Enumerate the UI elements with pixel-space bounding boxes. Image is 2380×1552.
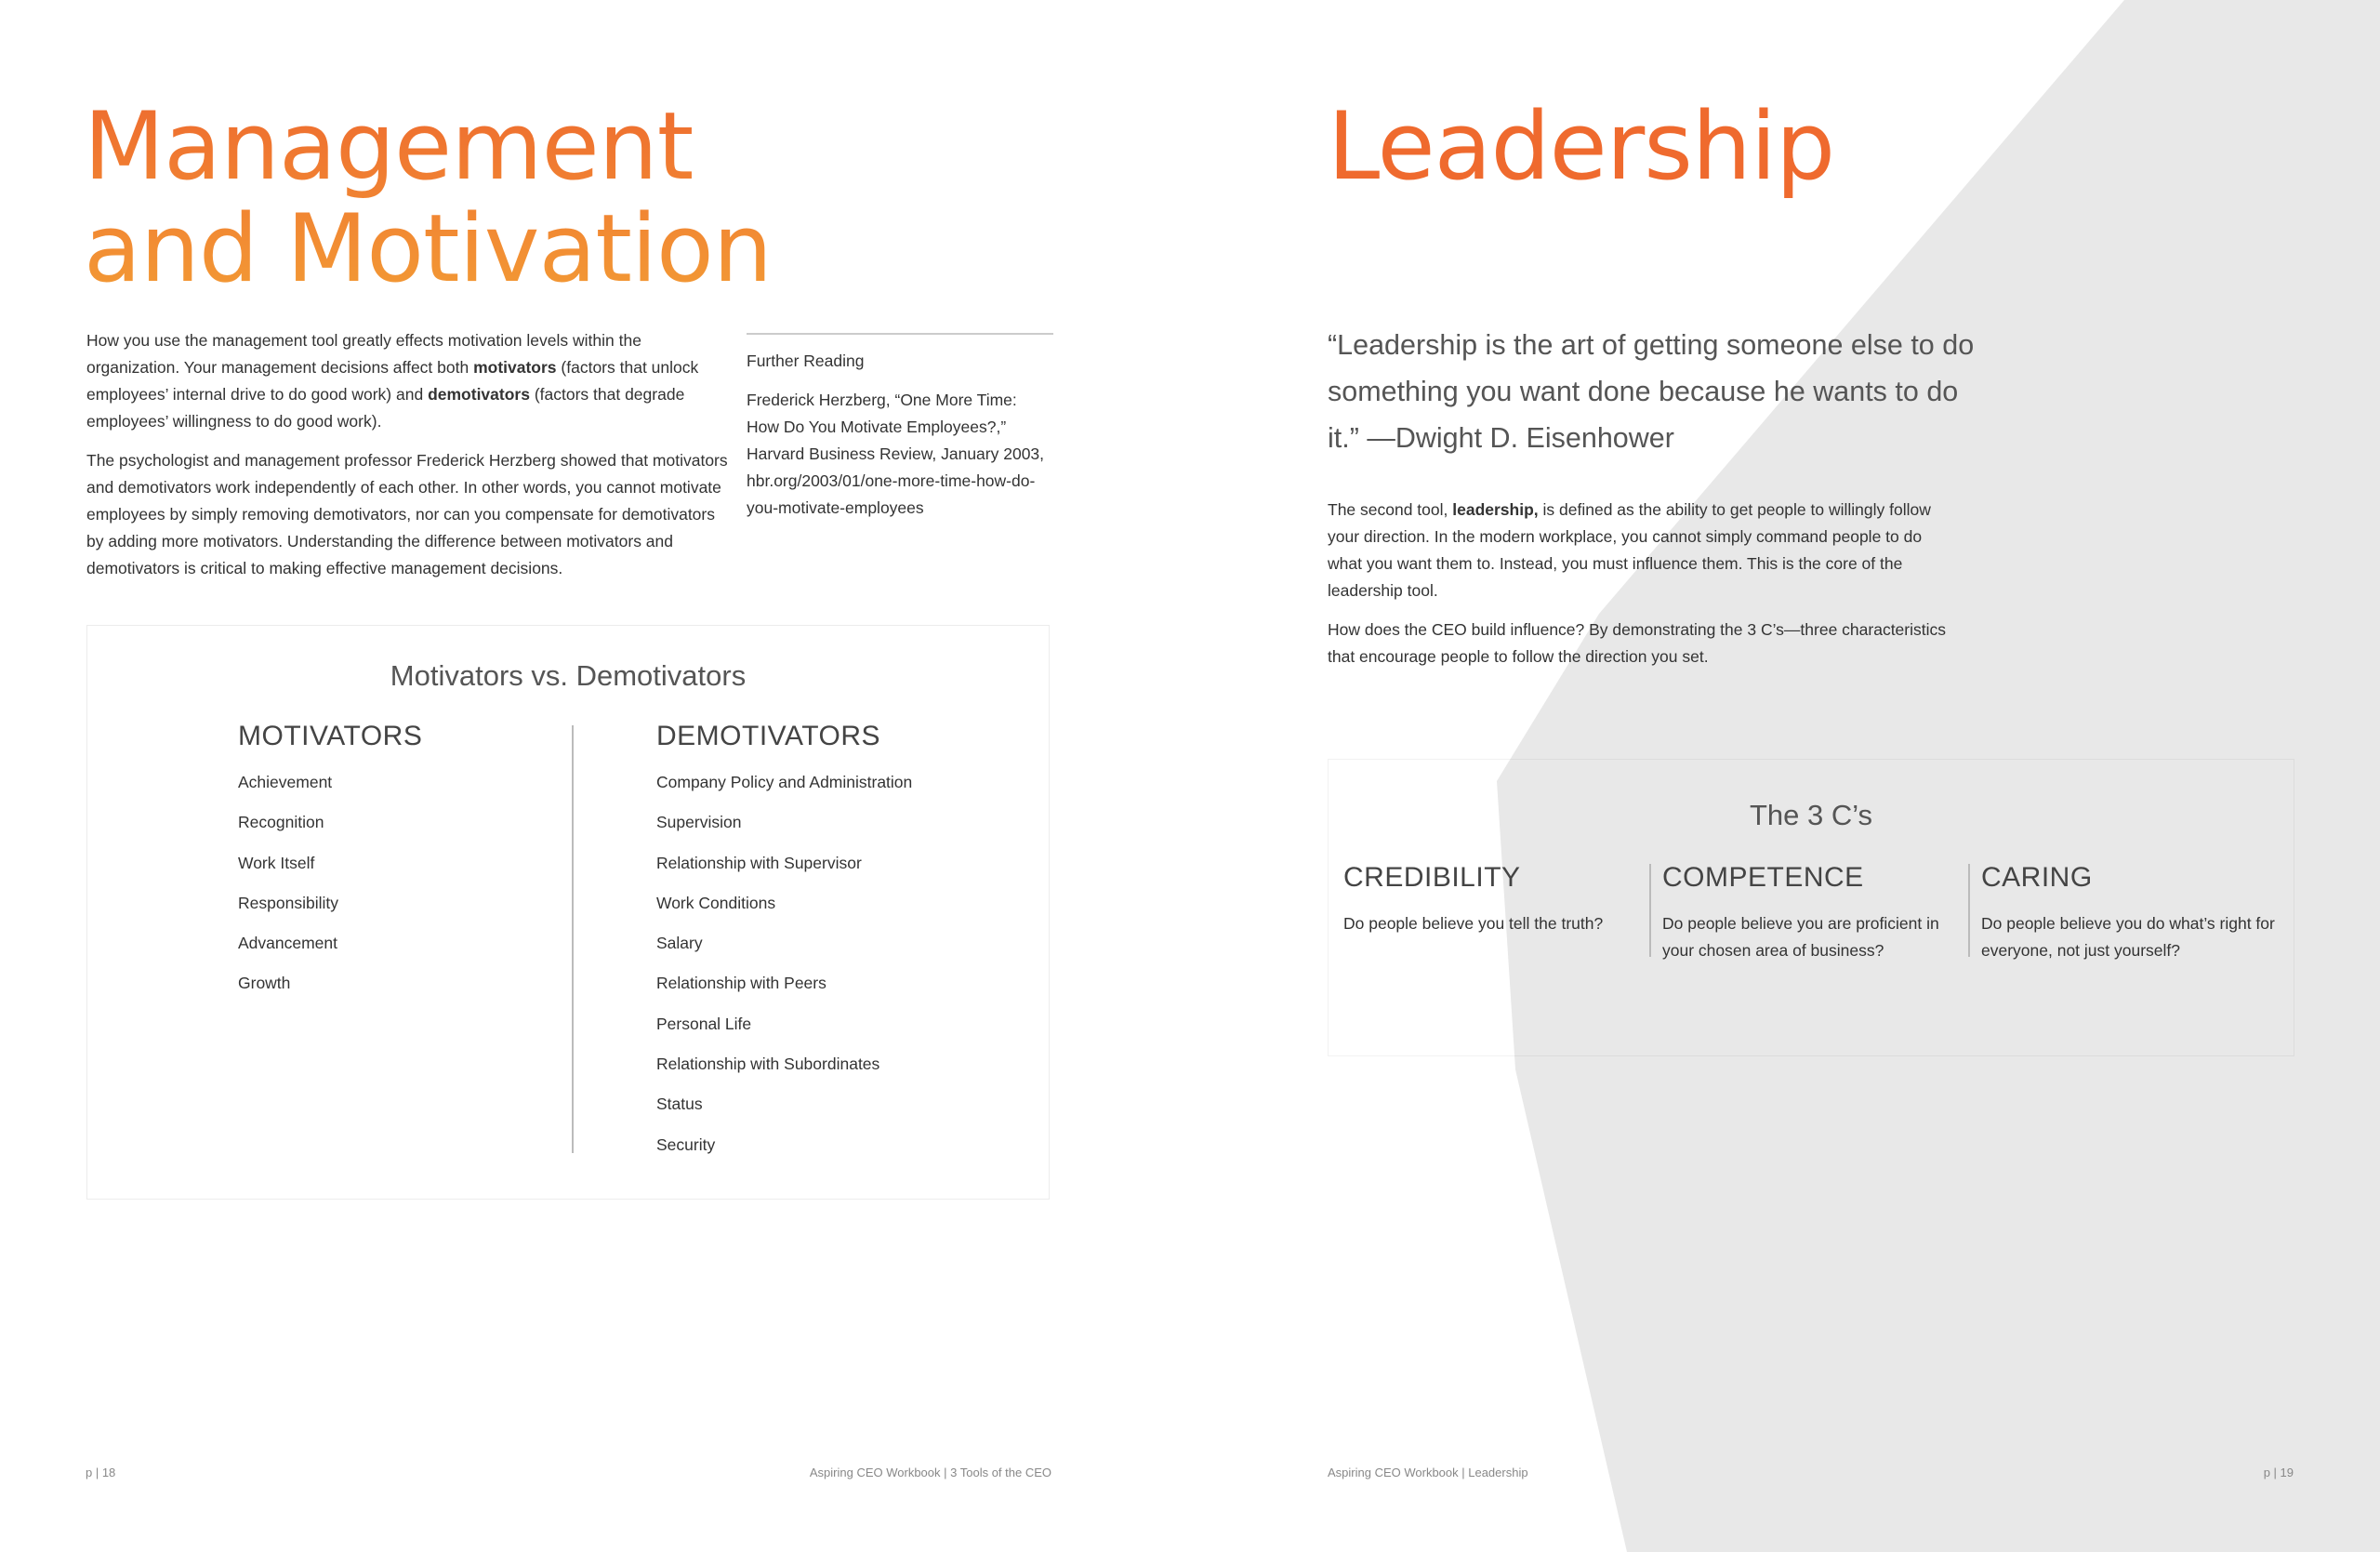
demotivators-term: demotivators [428,385,530,404]
list-item: Salary [656,934,703,953]
column-divider [1649,864,1651,957]
leadership-paragraph-1 [1328,497,1960,604]
list-item: Relationship with Supervisor [656,853,862,872]
footer-title-right: Aspiring CEO Workbook | Leadership [1328,1466,1528,1479]
list-item: Relationship with Subordinates [656,1055,880,1074]
footer-title-left: Aspiring CEO Workbook | 3 Tools of the CEO [809,1466,1051,1479]
list-item: Status [656,1094,703,1114]
demotivators-heading: DEMOTIVATORS [656,721,881,751]
list-item: Work Itself [238,853,315,872]
column-divider [572,725,574,1153]
further-reading-box [747,333,1053,522]
caring-column [1981,862,2279,964]
title-line-1: Management [84,91,694,201]
credibility-text: Do people believe you tell the truth? [1343,914,1604,933]
list-item: Work Conditions [656,893,776,912]
motivators-vs-demotivators-panel [86,625,1050,1200]
eisenhower-quote: “Leadership is the art of getting someone else to do something you want done because he wants to do it.” —Dwight D. Eisenhower [1328,329,1975,454]
leadership-paragraph-2: How does the CEO build influence? By demonstrating the 3 C’s—three characteristics that encourage people to follow the direction you set. [1328,620,1947,666]
intro-p1-text-b: (factors that unlock employees’ internal drive to do good work) and [86,358,699,404]
leadership-text [1328,497,1960,683]
lead-p1-text-a: The second tool, [1328,500,1453,519]
list-item: Relationship with Peers [656,974,826,993]
intro-paragraph-2: The psychologist and management professor Frederick Herzberg showed that motivators and demotivators work independently of each other. In other words, you cannot motivate employees by simply removing demotivators, nor can you compensate for demotivators by adding more motivators. Understanding the difference between motivators and demotivators is critical to making effective management decisions. [86,451,728,577]
intro-p1-text-c: (factors that degrade employees’ willingness to do good work). [86,385,685,431]
competence-heading: COMPETENCE [1662,862,1864,893]
page-title-management [84,91,790,303]
caring-text: Do people believe you do what’s right for everyone, not just yourself? [1981,914,2275,960]
list-item: Security [656,1134,716,1154]
motivators-term: motivators [473,358,557,377]
caring-heading: CARING [1981,862,2093,893]
list-item: Recognition [238,813,324,832]
further-reading-heading: Further Reading [747,352,865,370]
column-divider [1968,864,1970,957]
list-item: Growth [238,974,291,993]
lead-p1-text-b: is defined as the ability to get people to willingly follow your direction. In the modern workplace, you cannot simply command people to do what you want them to. Instead, you must influence them. This is the core of the leadership tool. [1328,500,1931,600]
list-item: Supervision [656,813,742,832]
list-item: Company Policy and Administration [656,773,913,791]
further-reading-citation: Frederick Herzberg, “One More Time: How Do You Motivate Employees?,” Harvard Business Review, January 2003, hbr.org/2003/01/one-more-time-how-do-you-motivate-employees [747,391,1045,517]
motivators-heading: MOTIVATORS [238,721,423,751]
page-title-leadership: Leadership [1328,91,1835,201]
footer-page-number-left: p | 18 [86,1466,116,1479]
competence-text: Do people believe you are proficient in your chosen area of business? [1662,914,1939,960]
right-page [1190,0,2380,1552]
intro-text [86,327,728,594]
credibility-heading: CREDIBILITY [1343,862,1521,893]
list-item: Achievement [238,773,333,791]
list-item: Personal Life [656,1014,752,1033]
footer-page-number-right: p | 19 [2263,1466,2294,1479]
leadership-term: leadership, [1452,500,1539,519]
three-cs-title: The 3 C’s [1749,799,1873,831]
list-item: Responsibility [238,893,338,912]
intro-p1-text-a: How you use the management tool greatly effects motivation levels within the organization. Your management decisions affect both [86,331,641,377]
credibility-column [1343,862,1641,937]
list-item: Advancement [238,934,338,953]
demotivators-list [656,763,912,1165]
motivators-list [238,763,338,1004]
title-line-2: and Motivation [84,193,772,303]
three-cs-panel [1328,759,2294,1056]
competence-column [1662,862,1960,964]
intro-paragraph-1 [86,327,728,435]
panel-title: Motivators vs. Demotivators [390,659,747,692]
